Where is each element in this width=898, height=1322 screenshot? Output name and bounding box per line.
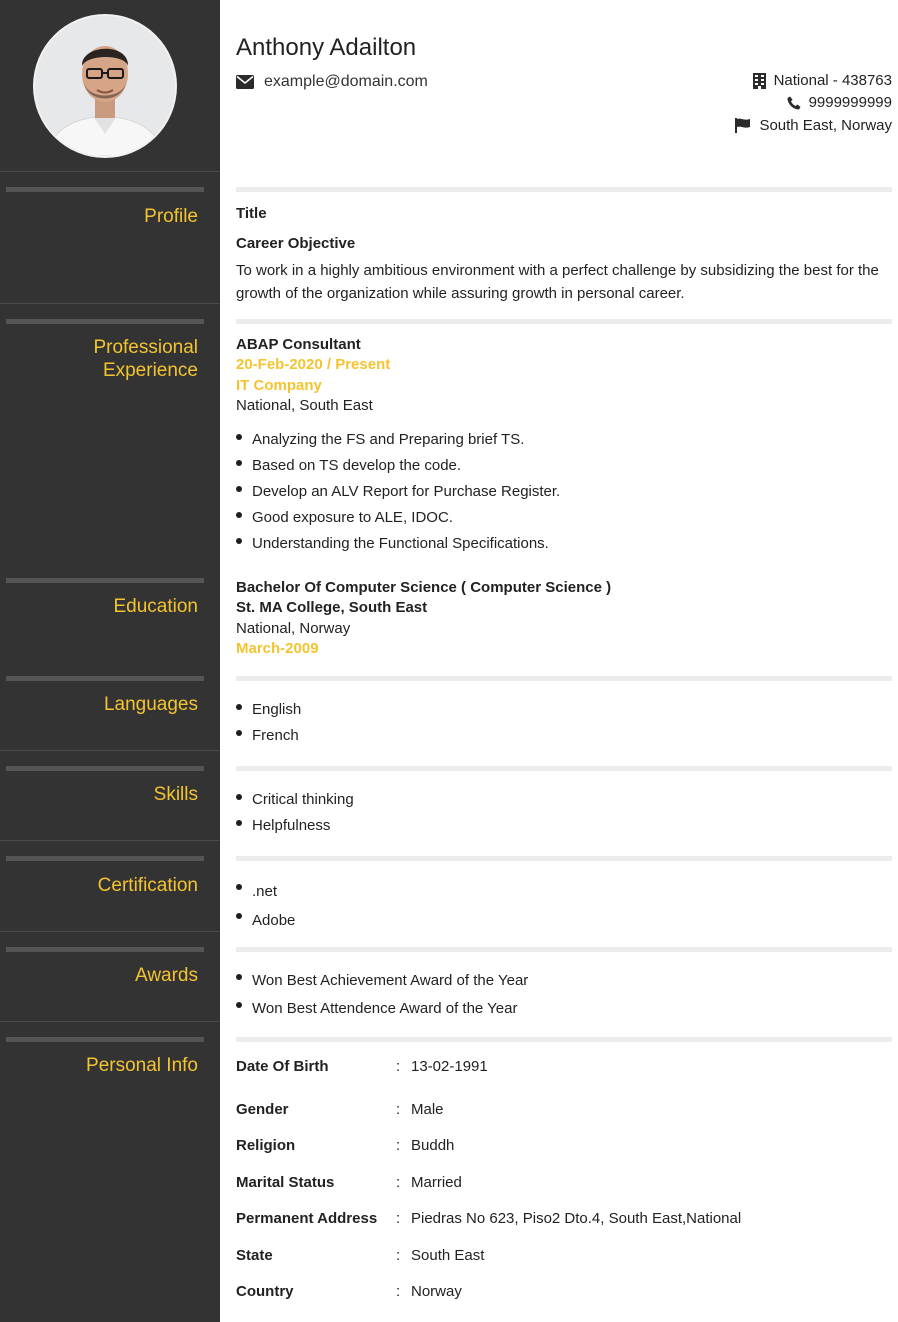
- sidebar-divider: [0, 931, 220, 932]
- sidebar: [0, 0, 220, 1322]
- section-label-profile: Profile: [144, 206, 198, 227]
- personal-info-row: [236, 1058, 488, 1075]
- section-rule: [236, 856, 892, 861]
- personal-info-label: State: [236, 1247, 273, 1264]
- education-date: March-2009: [236, 640, 319, 657]
- languages-list: [236, 697, 301, 749]
- personal-info-row: [236, 1174, 462, 1191]
- phone-text: 9999999999: [808, 94, 892, 111]
- national-id-row: [753, 72, 892, 89]
- sidebar-section-bar: [6, 187, 204, 192]
- envelope-icon: [236, 75, 254, 89]
- education-degree: Bachelor Of Computer Science ( Computer Science ): [236, 579, 612, 596]
- list-item: Understanding the Functional Specifications.: [236, 531, 560, 557]
- section-rule: [236, 676, 892, 681]
- list-item: French: [236, 723, 301, 749]
- career-objective-text: [236, 259, 896, 305]
- job-company: IT Company: [236, 377, 322, 394]
- list-item: Critical thinking: [236, 787, 354, 813]
- sidebar-divider: [0, 1021, 220, 1022]
- sidebar-section-bar: [6, 578, 204, 583]
- personal-info-label: Gender: [236, 1101, 289, 1118]
- sidebar-divider: [0, 171, 220, 172]
- colon-separator: :: [396, 1283, 401, 1300]
- flag-icon: [735, 118, 751, 133]
- skills-list: [236, 787, 354, 839]
- section-rule: [236, 766, 892, 771]
- section-rule: [236, 319, 892, 324]
- job-dates: 20-Feb-2020 / Present: [236, 356, 391, 373]
- personal-info-value: Buddh: [411, 1137, 455, 1154]
- colon-separator: :: [396, 1210, 401, 1227]
- section-label-languages: Languages: [103, 694, 198, 715]
- certification-list: [236, 877, 295, 935]
- phone-icon: [787, 96, 801, 110]
- sidebar-divider: [0, 303, 220, 304]
- sidebar-divider: [0, 840, 220, 841]
- list-item: Helpfulness: [236, 813, 354, 839]
- job-bullets: [236, 427, 560, 557]
- section-label-awards: Awards: [134, 965, 198, 986]
- list-item: Good exposure to ALE, IDOC.: [236, 505, 560, 531]
- personal-info-value: Male: [411, 1101, 444, 1118]
- list-item: Develop an ALV Report for Purchase Register.: [236, 479, 560, 505]
- list-item: Analyzing the FS and Preparing brief TS.: [236, 427, 560, 453]
- personal-info-label: Date Of Birth: [236, 1058, 329, 1075]
- job-role: ABAP Consultant: [236, 336, 361, 353]
- colon-separator: :: [396, 1101, 401, 1118]
- section-label-experience: [8, 336, 198, 382]
- job-location: National, South East: [236, 397, 373, 414]
- section-rule: [236, 187, 892, 192]
- colon-separator: :: [396, 1247, 401, 1264]
- sidebar-section-bar: [6, 856, 204, 861]
- personal-info-value: South East: [411, 1247, 485, 1264]
- section-label-skills: Skills: [153, 784, 198, 805]
- list-item: Won Best Achievement Award of the Year: [236, 967, 528, 995]
- list-item: English: [236, 697, 301, 723]
- personal-info-label: Marital Status: [236, 1174, 335, 1191]
- list-item: Won Best Attendence Award of the Year: [236, 995, 528, 1023]
- career-objective-line: growth of the organization while assuring growth in personal career.: [236, 285, 685, 302]
- section-rule: [236, 1037, 892, 1042]
- section-label-personal-info: Personal Info: [86, 1055, 198, 1076]
- location-text: South East, Norway: [759, 117, 892, 134]
- awards-list: [236, 967, 528, 1023]
- personal-info-row: [236, 1247, 484, 1264]
- section-label-experience-line1: Professional: [93, 337, 198, 358]
- sidebar-section-bar: [6, 676, 204, 681]
- colon-separator: :: [396, 1174, 401, 1191]
- section-label-certification: Certification: [97, 875, 198, 896]
- personal-info-row: [236, 1101, 444, 1118]
- personal-info-label: Religion: [236, 1137, 296, 1154]
- personal-info-row: [236, 1137, 454, 1154]
- building-icon: [753, 73, 766, 89]
- list-item: Adobe: [236, 906, 295, 935]
- sidebar-divider: [0, 750, 220, 751]
- national-id-text: National - 438763: [773, 72, 892, 89]
- phone-row[interactable]: [787, 94, 892, 111]
- personal-info-row: [236, 1210, 741, 1227]
- email-row[interactable]: [236, 73, 428, 91]
- education-college: St. MA College, South East: [236, 599, 428, 616]
- section-label-experience-line2: Experience: [102, 360, 198, 381]
- list-item: Based on TS develop the code.: [236, 453, 560, 479]
- personal-info-value: 13-02-1991: [411, 1058, 488, 1075]
- career-objective-line: To work in a highly ambitious environment with a perfect challenge by subsidizing the best for the: [236, 262, 879, 279]
- sidebar-section-bar: [6, 766, 204, 771]
- sidebar-section-bar: [6, 319, 204, 324]
- profile-title: Title: [236, 205, 267, 222]
- location-row: [735, 117, 892, 134]
- personal-info-label: Permanent Address: [236, 1210, 378, 1227]
- candidate-name: Anthony Adailton: [236, 34, 417, 61]
- sidebar-section-bar: [6, 947, 204, 952]
- personal-info-value: Norway: [411, 1283, 462, 1300]
- list-item: .net: [236, 877, 295, 906]
- section-rule: [236, 947, 892, 952]
- section-label-education: Education: [113, 596, 198, 617]
- personal-info-label: Country: [236, 1283, 294, 1300]
- personal-info-value: Married: [411, 1174, 462, 1191]
- personal-info-value: Piedras No 623, Piso2 Dto.4, South East,National: [411, 1210, 742, 1227]
- colon-separator: :: [396, 1137, 401, 1154]
- personal-info-row: [236, 1283, 462, 1300]
- colon-separator: :: [396, 1058, 401, 1075]
- avatar: [35, 16, 175, 156]
- education-location: National, Norway: [236, 620, 351, 637]
- career-objective-heading: Career Objective: [236, 235, 356, 252]
- email-text: example@domain.com: [264, 73, 428, 90]
- sidebar-section-bar: [6, 1037, 204, 1042]
